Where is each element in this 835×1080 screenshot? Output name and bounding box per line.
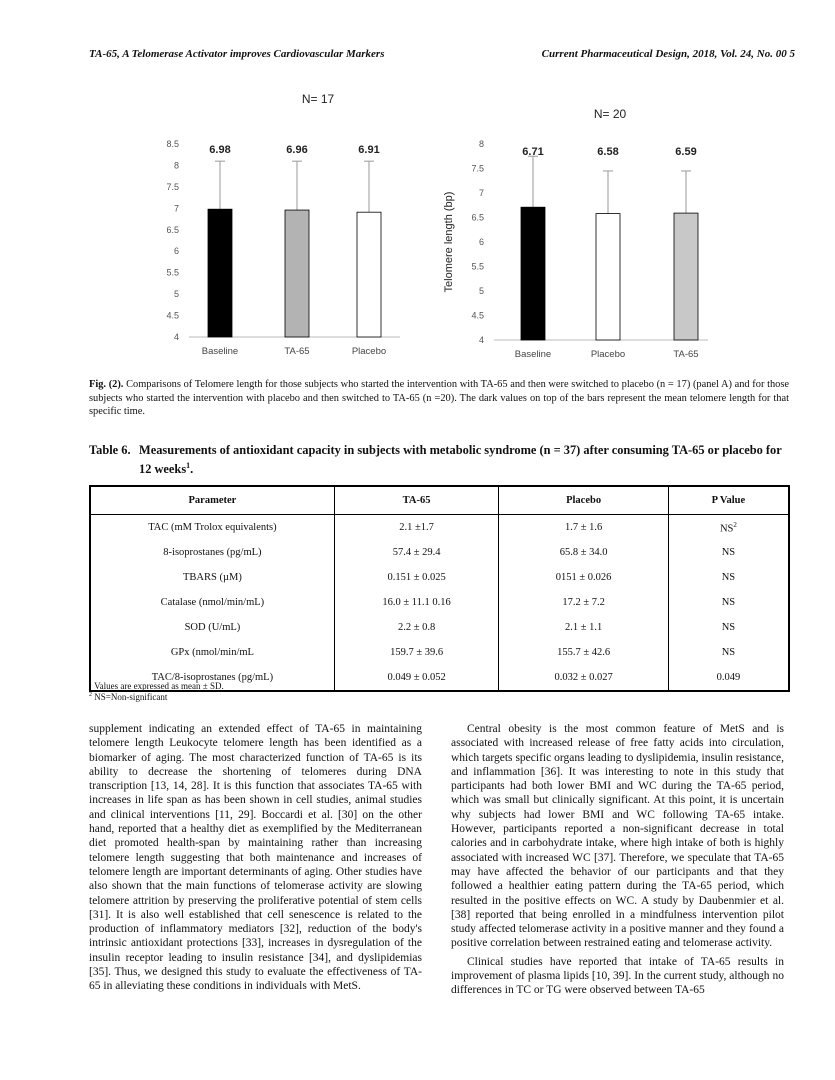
table-cell-text: NS	[721, 597, 736, 608]
x-category-label: Baseline	[201, 346, 239, 357]
table-row	[90, 590, 789, 615]
table-cell-text: 16.0 ± 11.1 0.16	[382, 597, 451, 608]
table-cell-text: TBARS (µM)	[182, 572, 242, 583]
table-cell-text: Catalase (nmol/min/mL)	[160, 597, 265, 608]
table-cell	[499, 515, 669, 541]
table-cell	[668, 665, 789, 691]
y-tick-label: 8	[173, 160, 179, 171]
table-cell	[499, 540, 669, 565]
table-cell	[499, 590, 669, 615]
table-row	[90, 540, 789, 565]
table-cell-text: 159.7 ± 39.6	[390, 647, 444, 658]
table-row	[90, 515, 789, 541]
table-cell	[90, 515, 334, 541]
table-cell-sup: 2	[733, 520, 737, 529]
footnote-2	[89, 692, 167, 702]
table-cell-text: NS	[721, 647, 736, 658]
y-tick-label: 7.5	[471, 163, 484, 174]
table-cell-text: NS	[719, 523, 734, 535]
table-header-cell: Placebo	[499, 486, 669, 515]
data-label: 6.98	[209, 144, 231, 156]
body-left-column	[89, 722, 422, 994]
bar	[674, 213, 698, 340]
figure-caption-label: Fig. (2).	[89, 379, 124, 390]
y-tick-label: 7	[173, 203, 179, 214]
table-cell	[90, 640, 334, 665]
y-tick-label: 5	[173, 289, 179, 300]
y-tick-label: 5.5	[166, 267, 179, 278]
figure-caption	[89, 378, 789, 419]
x-category-label: Baseline	[514, 349, 552, 360]
data-label: 6.59	[675, 146, 697, 158]
chart-title: N= 20	[593, 107, 627, 121]
table-cell-text: 17.2 ± 7.2	[562, 597, 605, 608]
table-cell-text: 155.7 ± 42.6	[557, 647, 611, 658]
table-cell-text: NS	[721, 572, 736, 583]
table-cell	[499, 640, 669, 665]
table-cell	[334, 640, 498, 665]
running-header-journal: Current Pharmaceutical Design, 2018, Vol. 24, No. 00 5	[541, 48, 795, 60]
table-cell-text: 0.151 ± 0.025	[387, 572, 446, 583]
footnote-mark-2: 2	[89, 692, 92, 698]
table-row	[90, 615, 789, 640]
table-title-end: .	[190, 462, 194, 477]
bar	[208, 209, 232, 337]
footnote-text-2: NS=Non-significant	[94, 692, 168, 702]
table-cell-text: TAC/8-isoprostanes (pg/mL)	[151, 672, 274, 683]
table-cell-text: 57.4 ± 29.4	[392, 547, 441, 558]
x-category-label: Placebo	[590, 349, 626, 360]
table-row	[90, 565, 789, 590]
table-cell	[90, 615, 334, 640]
y-tick-label: 7	[478, 188, 484, 198]
bar	[357, 212, 381, 337]
bar	[521, 207, 545, 340]
y-tick-label: 6.5	[166, 224, 179, 235]
table-cell	[90, 540, 334, 565]
table-cell	[334, 515, 498, 541]
table-label: Table 6.	[89, 443, 131, 457]
right-paragraph-2: Clinical studies have reported that intake of TA-65 results in improvement of plasma lipids [10, 39]. In the current study, although no differences in TC or TG were observed between TA-65	[451, 955, 784, 997]
table-cell-text: 0.049	[716, 672, 741, 683]
x-category-label: Placebo	[351, 346, 387, 357]
y-tick-label: 8	[478, 139, 484, 149]
footnote-mark-1: 1	[89, 681, 92, 687]
data-label: 6.71	[522, 146, 544, 158]
y-tick-label: 4	[173, 332, 179, 342]
running-header-title: TA-65, A Telomerase Activator improves Cardiovascular Markers	[89, 48, 385, 60]
table-cell	[334, 665, 498, 691]
body-right-column	[451, 722, 784, 998]
table-cell	[499, 565, 669, 590]
table-title-cont: 12 weeks	[139, 462, 187, 477]
table-title	[89, 442, 789, 477]
chart-panel-a	[140, 85, 440, 370]
right-paragraph-1: Central obesity is the most common feature of MetS and is associated with increased release of free fatty acids into circulation, which targets specific organs leading to dyslipidemia, insulin resistance, and inflammation [36]. It was interesting to note in this study that participants had both lower BMI and WC during the TA-65 period, which was small but clinically significant. At this point, it is uncertain why subjects had lower BMI and WC following TA-65 intake. However, participants reported a non-significant decrease in total calories and in carbohydrate intake, where high intake of both is highly associated with increased WC [37]. Therefore, we speculate that TA-65 may have affected the behavior of our participants and that they followed a healthier eating pattern during the TA-65 period, which resulted in the positive effects on WC. A study by Daubenmier et al. [38] reported that being enrolled in a mindfulness intervention pilot study affected telomerase activity in a positive manner and they found a positive correlation between restrained eating and telomerase activity.	[451, 723, 784, 950]
table-cell-text: SOD (U/mL)	[184, 622, 241, 633]
table-cell-text: 2.1 ± 1.1	[564, 622, 603, 633]
y-tick-label: 6	[173, 246, 179, 257]
table-cell	[668, 590, 789, 615]
table-cell-text: 8-isoprostanes (pg/mL)	[163, 547, 262, 558]
table-cell-text: NS	[721, 547, 736, 558]
table-cell	[668, 565, 789, 590]
bar	[285, 210, 309, 337]
y-tick-label: 5	[478, 286, 484, 296]
chart-panel-b	[438, 100, 738, 370]
table-cell-text: 2.2 ± 0.8	[397, 622, 436, 633]
table-cell-text: 0.032 ± 0.027	[554, 672, 613, 683]
table-row	[90, 640, 789, 665]
y-tick-label: 4	[478, 335, 484, 345]
table-cell-text: 1.7 ± 1.6	[564, 522, 603, 533]
table-cell	[499, 665, 669, 691]
left-paragraph: supplement indicating an extended effect of TA-65 in maintaining telomere length Leukocyte telomere length has been identified as a biomarker of aging. The most characterized function of TA-65 is its ability to decrease the shortening of telomeres during DNA transcription [13, 14, 28]. It is this function that associates TA-65 with increases in life span as has been shown in cell studies, animal studies and clinical interventions [11, 29]. Boccardi et al. [30] on the other hand, reported that a healthy diet as exemplified by the Mediterranean diet promoted health-span by maintaining rather than increasing telomere length suggesting that both maintenance and increases of telomere length are important determinants of aging. Other studies have also shown that the main functions of telomerase activity are slowing telomere attrition by preserving the proliferative potential of stem cells [31]. It is also well established that cell senescence is related to the production of inflammatory mediators [32], reduction of the body's intrinsic antioxidant protections [33], increases in dysregulation of the insulin receptor leading to insulin resistance [34], and dyslipidemias [35]. Thus, we designed this study to evaluate the effectiveness of TA-65 in alleviating these conditions in individuals with MetS.	[89, 723, 422, 993]
table-cell	[90, 565, 334, 590]
table-header-cell: Parameter	[90, 486, 334, 515]
table-cell	[334, 565, 498, 590]
table-cell	[90, 590, 334, 615]
y-tick-label: 6.5	[471, 212, 484, 223]
table-cell-text: 0.049 ± 0.052	[387, 672, 446, 683]
table-cell-text: NS	[721, 622, 736, 633]
y-tick-label: 6	[478, 237, 484, 247]
table-cell	[668, 640, 789, 665]
x-category-label: TA-65	[673, 349, 699, 360]
table-cell	[668, 540, 789, 565]
table-cell	[334, 590, 498, 615]
table-cell	[668, 515, 789, 541]
figure-caption-text: Comparisons of Telomere length for those subjects who started the intervention with TA-65 and then were switched to placebo (n = 17) (panel A) and for those subjects who started the intervention with placebo and then switched to TA-65 (n =20). The dark values on top of the bars represent the mean telomere length for that specific time.	[89, 379, 789, 417]
table-header-cell: P Value	[668, 486, 789, 515]
table-header-cell: TA-65	[334, 486, 498, 515]
table-title-text: Measurements of antioxidant capacity in subjects with metabolic syndrome (n = 37) after consuming TA-65 or placebo for	[139, 443, 782, 457]
footnote-1	[89, 681, 224, 691]
data-label: 6.91	[358, 144, 380, 156]
bar	[596, 214, 620, 340]
table-cell	[334, 615, 498, 640]
table-cell-text: TAC (mM Trolox equivalents)	[148, 522, 277, 533]
table-title-sup: 1	[186, 461, 191, 470]
table-cell	[334, 540, 498, 565]
table-cell-text: 2.1 ±1.7	[399, 522, 434, 533]
y-axis-label: Telomere length (bp)	[443, 191, 455, 293]
table-cell	[668, 615, 789, 640]
y-tick-label: 4.5	[471, 310, 484, 321]
data-label: 6.96	[286, 144, 308, 156]
y-tick-label: 7.5	[166, 181, 179, 192]
table-cell	[499, 615, 669, 640]
antioxidant-table	[89, 485, 790, 692]
table-cell-text: GPx (nmol/min/mL	[170, 647, 254, 658]
x-category-label: TA-65	[284, 346, 310, 357]
y-tick-label: 5.5	[471, 261, 484, 272]
footnote-text-1: Values are expressed as mean ± SD.	[94, 681, 224, 691]
table-cell-text: 0151 ± 0.026	[555, 572, 612, 583]
table-cell-text: 65.8 ± 34.0	[559, 547, 608, 558]
y-tick-label: 8.5	[166, 139, 179, 149]
data-label: 6.58	[597, 146, 619, 158]
y-tick-label: 4.5	[166, 310, 179, 321]
chart-title: N= 17	[301, 92, 335, 106]
table-header-row	[90, 486, 789, 515]
